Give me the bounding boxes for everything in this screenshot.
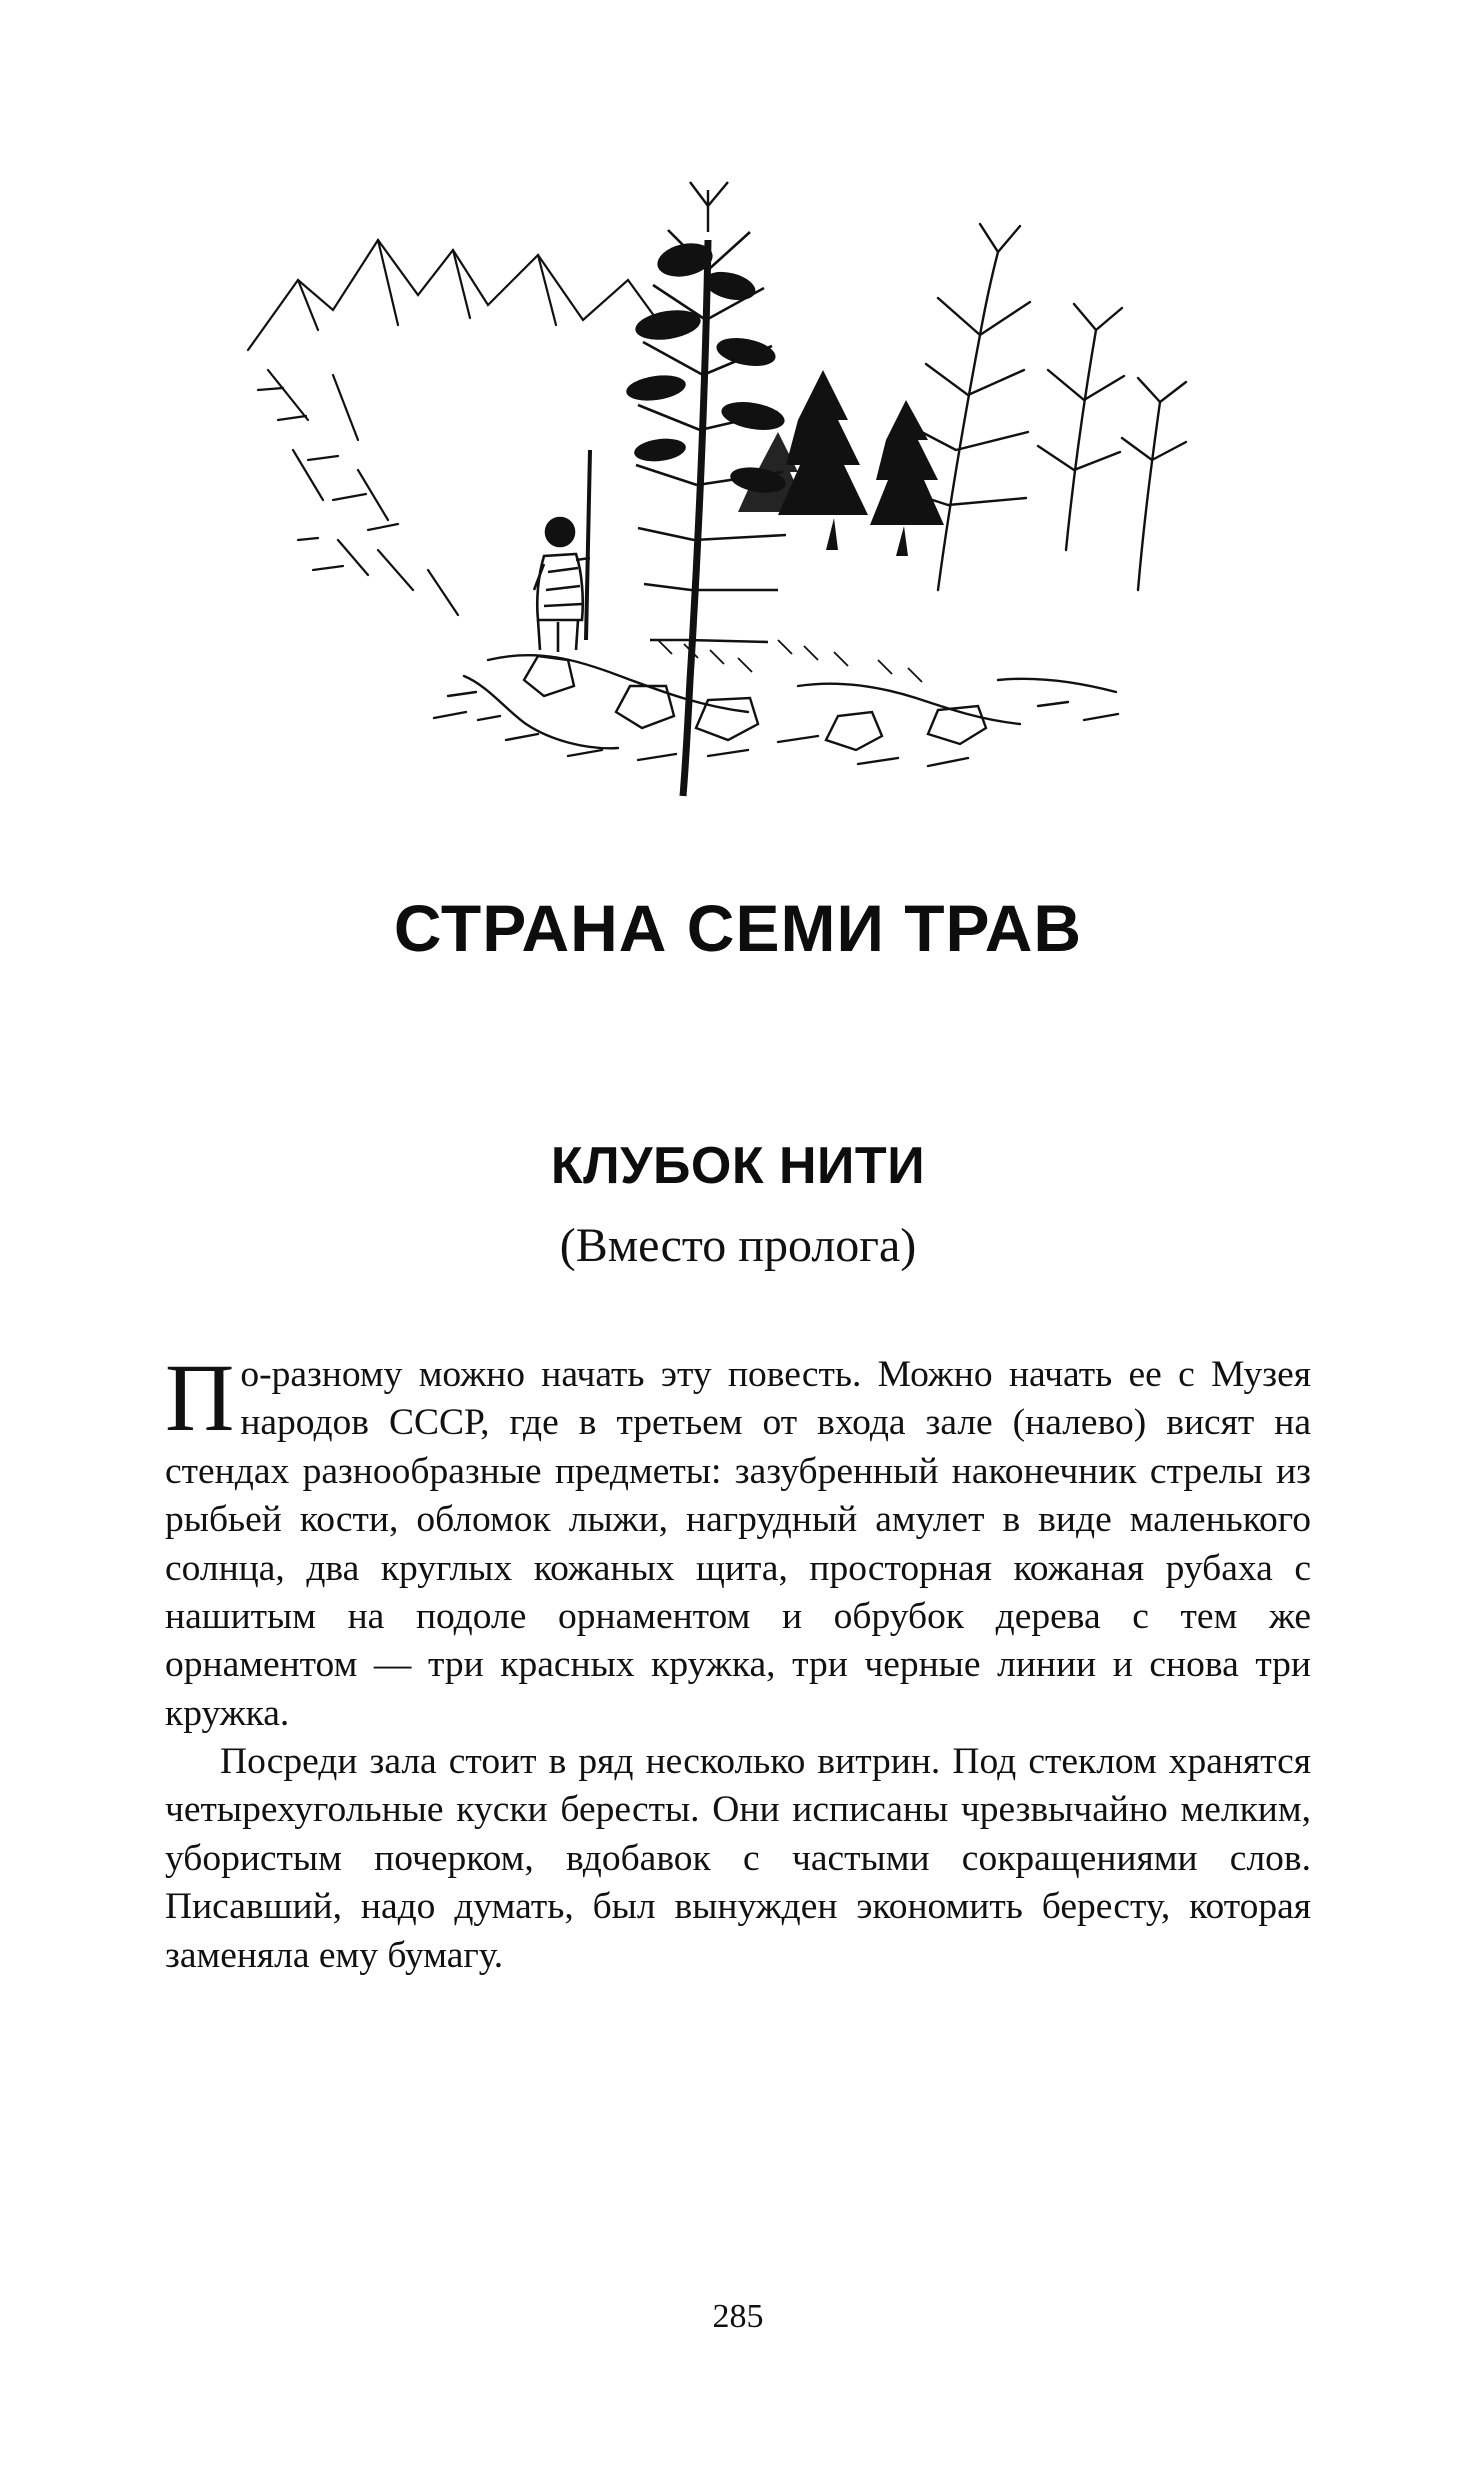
book-page xyxy=(0,120,1476,2482)
chapter-illustration xyxy=(238,120,1238,880)
paragraph-first xyxy=(165,1344,1311,1738)
paragraph-first-text: о-разному можно начать эту повесть. Можно начать ее с Музея народов СССР, где в третьем от входа зале (налево) висят на стендах разнообразные предметы: зазубренный наконечник стрелы из рыбьей кости, обломок лыжи, нагрудный амулет в виде маленького солнца, два круглых кожаных щита, просторная кожаная рубаха с нашитым на подоле орнаментом и обрубок дерева с тем же орнаментом — три красных кружка, три черные линии и снова три кружка. xyxy=(165,1354,1311,1734)
chapter-subtitle: (Вместо пролога) xyxy=(559,1219,917,1272)
drop-cap: П xyxy=(165,1344,235,1451)
page-number: 285 xyxy=(712,2298,764,2335)
chapter-title: КЛУБОК НИТИ xyxy=(550,1137,926,1195)
part-title: СТРАНА СЕМИ ТРАВ xyxy=(393,891,1083,965)
paragraph-second: Посреди зала стоит в ряд несколько витрин. Под стеклом хранятся четырехугольные куски бересты. Они исписаны чрезвычайно мелким, убористым почерком, вдобавок с частыми сокращениями слов. Писавший, надо думать, был вынужден экономить бересту, которая заменяла ему бумагу. xyxy=(165,1741,1311,1976)
body-text xyxy=(165,1344,1311,1980)
